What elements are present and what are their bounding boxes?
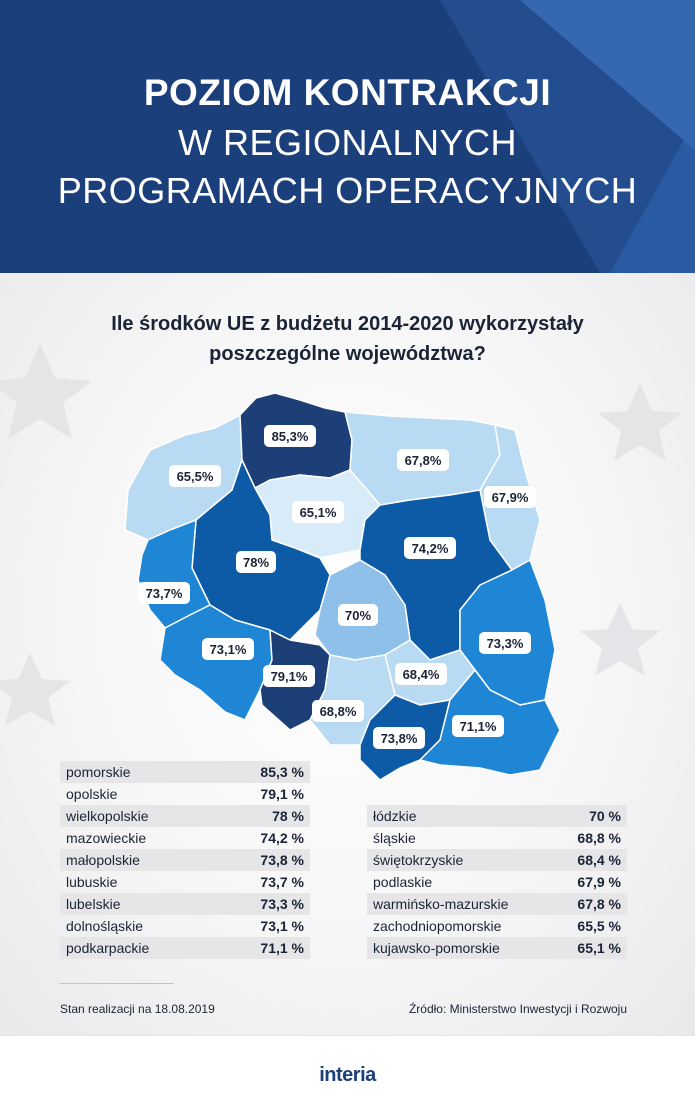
region-label: 73,3% xyxy=(486,636,524,651)
table-row: dolnośląskie 73,1 % xyxy=(66,918,304,934)
question-line-1: Ile środków UE z budżetu 2014-2020 wykorzystały xyxy=(111,313,584,335)
interia-logo[interactable]: interia xyxy=(319,1064,376,1086)
region-label: 73,1% xyxy=(209,642,247,657)
divider xyxy=(60,983,174,984)
table-right xyxy=(367,805,627,959)
table-row: małopolskie 73,8 % xyxy=(60,849,310,871)
table-row: lubuskie 73,7 % xyxy=(66,874,304,890)
table-row: lubelskie 73,3 % xyxy=(60,893,310,915)
table-row: opolskie 79,1 % xyxy=(66,786,304,802)
table-row: wielkopolskie 78 % xyxy=(60,805,310,827)
region-label: 68,8% xyxy=(319,704,357,719)
region-label: 68,4% xyxy=(402,667,440,682)
title-line-1: POZIOM KONTRAKCJI xyxy=(143,72,552,113)
question-line-2: poszczególne województwa? xyxy=(209,343,486,365)
region-label: 67,9% xyxy=(491,490,529,505)
region-label: 67,8% xyxy=(404,453,442,468)
table-row: kujawsko-pomorskie 65,1 % xyxy=(367,937,627,959)
region-label: 65,1% xyxy=(299,505,337,520)
source-note: Źródło: Ministerstwo Inwestycji i Rozwoju xyxy=(408,1002,627,1016)
table-row: łódzkie 70 % xyxy=(367,805,627,827)
table-row: zachodniopomorskie 65,5 % xyxy=(373,918,621,934)
region-label: 70% xyxy=(344,608,372,623)
region-label: 74,2% xyxy=(411,541,449,556)
table-row: warmińsko-mazurskie 67,8 % xyxy=(367,893,627,915)
table-row: śląskie 68,8 % xyxy=(373,830,621,846)
region-label: 79,1% xyxy=(270,669,308,684)
footer xyxy=(0,1035,695,1118)
title-line-3: PROGRAMACH OPERACYJNYCH xyxy=(57,170,638,211)
title-line-2: W REGIONALNYCH xyxy=(177,122,518,163)
table-row: mazowieckie 74,2 % xyxy=(66,830,304,846)
region-label: 73,8% xyxy=(380,731,418,746)
table-row: podkarpackie 71,1 % xyxy=(60,937,310,959)
table-left xyxy=(60,761,310,959)
region-label: 85,3% xyxy=(271,429,309,444)
table-row: świętokrzyskie 68,4 % xyxy=(367,849,627,871)
region-label: 73,7% xyxy=(145,586,183,601)
region-label: 71,1% xyxy=(459,719,497,734)
table-row: pomorskie 85,3 % xyxy=(60,761,310,783)
region-label: 65,5% xyxy=(176,469,214,484)
region-label: 78% xyxy=(242,555,270,570)
table-row: podlaskie 67,9 % xyxy=(373,874,621,890)
status-note: Stan realizacji na 18.08.2019 xyxy=(60,1002,215,1016)
